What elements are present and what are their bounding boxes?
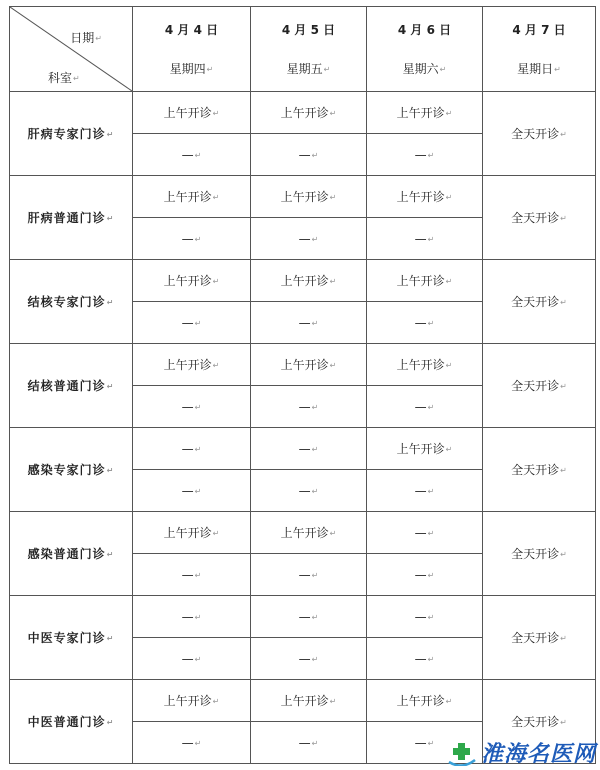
sunday-session-cell: 全天开诊↵ (483, 92, 596, 176)
pm-session-cell: —↵ (367, 134, 483, 176)
site-watermark (445, 737, 596, 768)
am-session-cell: 上午开诊↵ (367, 260, 483, 302)
sunday-session-cell: 全天开诊↵ (483, 428, 596, 512)
dept-row-am (10, 428, 596, 470)
sunday-session-cell: 全天开诊↵ (483, 260, 596, 344)
am-session-cell: 上午开诊↵ (367, 176, 483, 218)
day-header: 4 月 7 日 星期日↵ (483, 7, 596, 92)
am-session-cell: —↵ (251, 596, 367, 638)
day-header: 4 月 5 日 星期五↵ (251, 7, 367, 92)
pm-session-cell: —↵ (133, 722, 251, 764)
dept-row-am (10, 596, 596, 638)
sunday-session-cell: 全天开诊↵ (483, 680, 596, 764)
corner-dept-label: 科室↵ (48, 71, 80, 85)
am-session-cell: 上午开诊↵ (133, 512, 251, 554)
pm-session-cell: —↵ (367, 218, 483, 260)
am-session-cell: 上午开诊↵ (251, 260, 367, 302)
am-session-cell: 上午开诊↵ (133, 260, 251, 302)
am-session-cell: 上午开诊↵ (133, 92, 251, 134)
header-row (10, 7, 596, 92)
am-session-cell: 上午开诊↵ (133, 680, 251, 722)
am-session-cell: —↵ (367, 512, 483, 554)
pm-session-cell: —↵ (367, 554, 483, 596)
schedule-table (9, 6, 596, 764)
dept-row-am (10, 680, 596, 722)
pm-session-cell: —↵ (251, 134, 367, 176)
am-session-cell: 上午开诊↵ (251, 680, 367, 722)
sunday-session-cell: 全天开诊↵ (483, 596, 596, 680)
pm-session-cell: —↵ (251, 554, 367, 596)
am-session-cell: 上午开诊↵ (251, 344, 367, 386)
am-session-cell: 上午开诊↵ (133, 176, 251, 218)
am-session-cell: 上午开诊↵ (367, 92, 483, 134)
watermark-text: 淮海名医网 (480, 741, 596, 767)
dept-name-cell: 结核专家门诊↵ (10, 260, 133, 344)
am-session-cell: —↵ (367, 596, 483, 638)
pm-session-cell: —↵ (367, 386, 483, 428)
pm-session-cell: —↵ (133, 554, 251, 596)
dept-name-cell: 肝病普通门诊↵ (10, 176, 133, 260)
am-session-cell: 上午开诊↵ (367, 428, 483, 470)
dept-row-am (10, 176, 596, 218)
am-session-cell: 上午开诊↵ (251, 92, 367, 134)
am-session-cell: —↵ (133, 428, 251, 470)
dept-name-cell: 结核普通门诊↵ (10, 344, 133, 428)
pm-session-cell: —↵ (133, 470, 251, 512)
corner-date-label: 日期↵ (70, 31, 102, 45)
sunday-session-cell: 全天开诊↵ (483, 344, 596, 428)
am-session-cell: 上午开诊↵ (367, 680, 483, 722)
pm-session-cell: —↵ (367, 470, 483, 512)
pm-session-cell: —↵ (251, 722, 367, 764)
pm-session-cell: —↵ (251, 470, 367, 512)
pm-session-cell: —↵ (133, 134, 251, 176)
dept-row-am (10, 512, 596, 554)
dept-row-am (10, 344, 596, 386)
pm-session-cell: —↵ (133, 302, 251, 344)
day-header: 4 月 6 日 星期六↵ (367, 7, 483, 92)
corner-cell (10, 7, 133, 92)
am-session-cell: 上午开诊↵ (251, 512, 367, 554)
pm-session-cell: —↵ (251, 386, 367, 428)
dept-name-cell: 肝病专家门诊↵ (10, 92, 133, 176)
pm-session-cell: —↵ (251, 302, 367, 344)
day-header: 4 月 4 日 星期四↵ (133, 7, 251, 92)
dept-row-am (10, 92, 596, 134)
dept-row-am (10, 260, 596, 302)
am-session-cell: —↵ (133, 596, 251, 638)
sunday-session-cell: 全天开诊↵ (483, 512, 596, 596)
pm-session-cell: —↵ (133, 638, 251, 680)
dept-name-cell: 中医专家门诊↵ (10, 596, 133, 680)
am-session-cell: —↵ (251, 428, 367, 470)
pm-session-cell: —↵ (367, 722, 483, 764)
am-session-cell: 上午开诊↵ (133, 344, 251, 386)
cross-logo-icon (445, 740, 479, 766)
pm-session-cell: —↵ (251, 218, 367, 260)
dept-name-cell: 中医普通门诊↵ (10, 680, 133, 764)
pm-session-cell: —↵ (133, 386, 251, 428)
sunday-session-cell: 全天开诊↵ (483, 176, 596, 260)
pm-session-cell: —↵ (367, 638, 483, 680)
dept-name-cell: 感染专家门诊↵ (10, 428, 133, 512)
pm-session-cell: —↵ (133, 218, 251, 260)
pm-session-cell: —↵ (367, 302, 483, 344)
am-session-cell: 上午开诊↵ (367, 344, 483, 386)
dept-name-cell: 感染普通门诊↵ (10, 512, 133, 596)
pm-session-cell: —↵ (251, 638, 367, 680)
am-session-cell: 上午开诊↵ (251, 176, 367, 218)
